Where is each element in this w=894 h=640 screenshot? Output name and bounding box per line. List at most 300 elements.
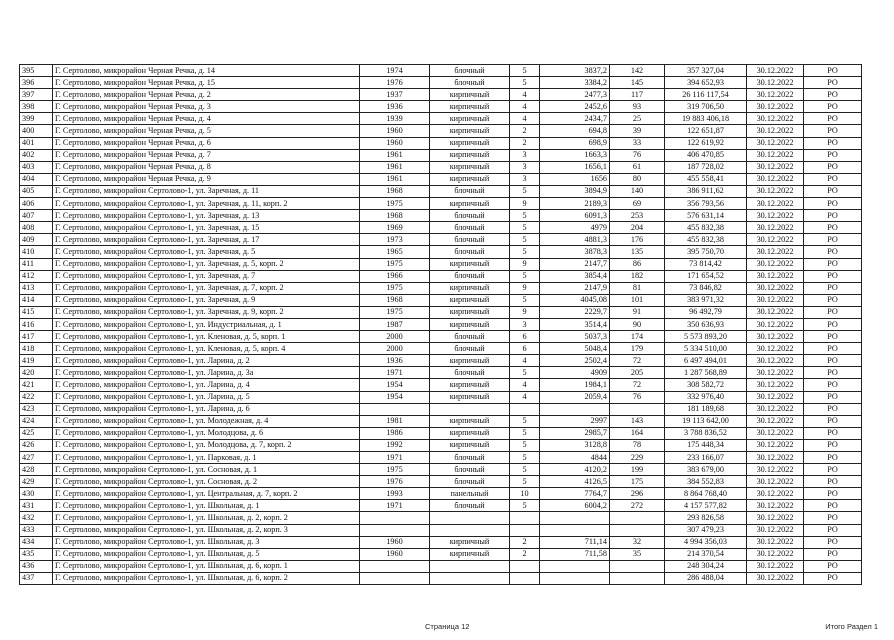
date-cell: 30.12.2022 [747, 282, 804, 294]
row-number: 417 [20, 331, 53, 343]
year-cell: 1960 [360, 548, 430, 560]
floors-cell: 5 [510, 415, 540, 427]
wall-material-cell: кирпичный [430, 427, 510, 439]
address-cell: Г. Сертолово, микрорайон Сертолово-1, ул. Молодежная, д. 4 [53, 415, 360, 427]
row-number: 405 [20, 185, 53, 197]
wall-material-cell: блочный [430, 210, 510, 222]
address-cell: Г. Сертолово, микрорайон Сертолово-1, ул. Заречная, д. 9 [53, 294, 360, 306]
row-number: 402 [20, 149, 53, 161]
address-cell: Г. Сертолово, микрорайон Сертолово-1, ул. Заречная, д. 11 [53, 185, 360, 197]
floors-cell [510, 524, 540, 536]
table-row [20, 113, 862, 125]
date-cell: 30.12.2022 [747, 391, 804, 403]
table-row [20, 270, 862, 282]
date-cell: 30.12.2022 [747, 560, 804, 572]
year-cell: 1965 [360, 246, 430, 258]
residents-cell: 143 [610, 415, 665, 427]
table-row [20, 403, 862, 415]
method-cell: РО [804, 77, 862, 89]
address-cell: Г. Сертолово, микрорайон Сертолово-1, ул. Сосновая, д. 1 [53, 464, 360, 476]
residents-cell: 78 [610, 439, 665, 451]
cost-cell: 248 304,24 [665, 560, 747, 572]
year-cell: 1960 [360, 125, 430, 137]
page-number-label: Страница 12 [425, 622, 470, 631]
date-cell: 30.12.2022 [747, 161, 804, 173]
area-cell: 4979 [540, 222, 610, 234]
wall-material-cell: кирпичный [430, 355, 510, 367]
address-cell: Г. Сертолово, микрорайон Сертолово-1, ул. Школьная, д. 6, корп. 2 [53, 572, 360, 584]
address-cell: Г. Сертолово, микрорайон Сертолово-1, ул. Сосновая, д. 2 [53, 476, 360, 488]
address-cell: Г. Сертолово, микрорайон Сертолово-1, ул. Ларина, д. 3а [53, 367, 360, 379]
wall-material-cell: кирпичный [430, 439, 510, 451]
cost-cell: 187 728,02 [665, 161, 747, 173]
cost-cell: 181 189,68 [665, 403, 747, 415]
row-number: 435 [20, 548, 53, 560]
year-cell: 2000 [360, 331, 430, 343]
residents-cell: 91 [610, 306, 665, 318]
row-number: 416 [20, 318, 53, 330]
date-cell: 30.12.2022 [747, 318, 804, 330]
section-total-label: Итого Раздел 1 [825, 622, 878, 631]
floors-cell: 4 [510, 379, 540, 391]
year-cell: 1986 [360, 427, 430, 439]
area-cell: 4844 [540, 452, 610, 464]
floors-cell: 5 [510, 77, 540, 89]
table-row [20, 560, 862, 572]
floors-cell: 2 [510, 536, 540, 548]
table-row [20, 185, 862, 197]
address-cell: Г. Сертолово, микрорайон Сертолово-1, ул. Индустриальная, д. 1 [53, 318, 360, 330]
floors-cell: 4 [510, 89, 540, 101]
table-row [20, 524, 862, 536]
method-cell: РО [804, 331, 862, 343]
date-cell: 30.12.2022 [747, 331, 804, 343]
area-cell: 1656,1 [540, 161, 610, 173]
date-cell: 30.12.2022 [747, 403, 804, 415]
cost-cell: 233 166,07 [665, 452, 747, 464]
year-cell: 1936 [360, 101, 430, 113]
cost-cell: 455 832,38 [665, 234, 747, 246]
residents-cell: 176 [610, 234, 665, 246]
address-cell: Г. Сертолово, микрорайон Сертолово-1, ул. Ларина, д. 6 [53, 403, 360, 415]
address-cell: Г. Сертолово, микрорайон Сертолово-1, ул. Заречная, д. 15 [53, 222, 360, 234]
year-cell: 1975 [360, 282, 430, 294]
date-cell: 30.12.2022 [747, 572, 804, 584]
row-number: 436 [20, 560, 53, 572]
table-row [20, 101, 862, 113]
address-cell: Г. Сертолово, микрорайон Сертолово-1, ул. Заречная, д. 7, корп. 2 [53, 282, 360, 294]
residents-cell: 76 [610, 391, 665, 403]
wall-material-cell: кирпичный [430, 113, 510, 125]
row-number: 429 [20, 476, 53, 488]
method-cell: РО [804, 270, 862, 282]
date-cell: 30.12.2022 [747, 524, 804, 536]
residents-cell: 76 [610, 149, 665, 161]
row-number: 427 [20, 452, 53, 464]
row-number: 414 [20, 294, 53, 306]
area-cell: 4909 [540, 367, 610, 379]
area-cell: 6091,3 [540, 210, 610, 222]
floors-cell: 5 [510, 476, 540, 488]
table-row [20, 173, 862, 185]
wall-material-cell [430, 524, 510, 536]
area-cell: 3837,2 [540, 65, 610, 77]
wall-material-cell: блочный [430, 270, 510, 282]
floors-cell: 5 [510, 185, 540, 197]
area-cell: 4881,3 [540, 234, 610, 246]
method-cell: РО [804, 536, 862, 548]
row-number: 395 [20, 65, 53, 77]
table-row [20, 234, 862, 246]
wall-material-cell: кирпичный [430, 379, 510, 391]
method-cell: РО [804, 210, 862, 222]
residents-cell: 179 [610, 343, 665, 355]
method-cell: РО [804, 306, 862, 318]
table-row [20, 452, 862, 464]
address-cell: Г. Сертолово, микрорайон Сертолово-1, ул. Молодцова, д. 6 [53, 427, 360, 439]
year-cell: 1992 [360, 439, 430, 451]
cost-cell: 19 113 642,00 [665, 415, 747, 427]
cost-cell: 384 552,83 [665, 476, 747, 488]
area-cell [540, 572, 610, 584]
floors-cell: 6 [510, 343, 540, 355]
row-number: 396 [20, 77, 53, 89]
residents-cell: 39 [610, 125, 665, 137]
method-cell: РО [804, 185, 862, 197]
area-cell [540, 524, 610, 536]
date-cell: 30.12.2022 [747, 500, 804, 512]
date-cell: 30.12.2022 [747, 512, 804, 524]
cost-cell: 122 619,92 [665, 137, 747, 149]
year-cell: 1976 [360, 77, 430, 89]
row-number: 410 [20, 246, 53, 258]
row-number: 413 [20, 282, 53, 294]
table-row [20, 77, 862, 89]
year-cell: 1960 [360, 536, 430, 548]
address-cell: Г. Сертолово, микрорайон Сертолово-1, ул. Молодцова, д. 7, корп. 2 [53, 439, 360, 451]
row-number: 434 [20, 536, 53, 548]
cost-cell: 122 651,87 [665, 125, 747, 137]
floors-cell: 5 [510, 234, 540, 246]
date-cell: 30.12.2022 [747, 427, 804, 439]
residents-cell: 145 [610, 77, 665, 89]
table-row [20, 488, 862, 500]
year-cell: 1954 [360, 379, 430, 391]
area-cell: 4120,2 [540, 464, 610, 476]
date-cell: 30.12.2022 [747, 488, 804, 500]
residents-cell: 90 [610, 318, 665, 330]
method-cell: РО [804, 476, 862, 488]
wall-material-cell: кирпичный [430, 125, 510, 137]
residents-cell: 253 [610, 210, 665, 222]
residents-cell [610, 512, 665, 524]
floors-cell: 5 [510, 270, 540, 282]
method-cell: РО [804, 258, 862, 270]
area-cell: 3128,8 [540, 439, 610, 451]
floors-cell: 9 [510, 198, 540, 210]
row-number: 408 [20, 222, 53, 234]
residents-cell: 296 [610, 488, 665, 500]
floors-cell: 4 [510, 113, 540, 125]
residents-cell: 272 [610, 500, 665, 512]
residents-cell: 229 [610, 452, 665, 464]
floors-cell: 5 [510, 246, 540, 258]
floors-cell: 5 [510, 439, 540, 451]
year-cell [360, 572, 430, 584]
table-row [20, 210, 862, 222]
wall-material-cell: кирпичный [430, 306, 510, 318]
date-cell: 30.12.2022 [747, 452, 804, 464]
address-cell: Г. Сертолово, микрорайон Черная Речка, д. 15 [53, 77, 360, 89]
floors-cell: 9 [510, 258, 540, 270]
wall-material-cell [430, 403, 510, 415]
year-cell: 1954 [360, 391, 430, 403]
area-cell: 2147,9 [540, 282, 610, 294]
table-row [20, 367, 862, 379]
table-row [20, 258, 862, 270]
area-cell: 1656 [540, 173, 610, 185]
wall-material-cell: блочный [430, 65, 510, 77]
date-cell: 30.12.2022 [747, 415, 804, 427]
table-row [20, 500, 862, 512]
cost-cell: 332 976,40 [665, 391, 747, 403]
floors-cell: 5 [510, 367, 540, 379]
method-cell: РО [804, 512, 862, 524]
date-cell: 30.12.2022 [747, 198, 804, 210]
date-cell: 30.12.2022 [747, 234, 804, 246]
date-cell: 30.12.2022 [747, 222, 804, 234]
area-cell: 2997 [540, 415, 610, 427]
table-row [20, 294, 862, 306]
cost-cell: 357 327,04 [665, 65, 747, 77]
year-cell: 1960 [360, 137, 430, 149]
residents-cell [610, 572, 665, 584]
table-row [20, 198, 862, 210]
date-cell: 30.12.2022 [747, 476, 804, 488]
method-cell: РО [804, 161, 862, 173]
year-cell: 1973 [360, 234, 430, 246]
cost-cell: 350 636,93 [665, 318, 747, 330]
floors-cell [510, 512, 540, 524]
cost-cell: 5 334 510,00 [665, 343, 747, 355]
address-cell: Г. Сертолово, микрорайон Черная Речка, д. 3 [53, 101, 360, 113]
address-cell: Г. Сертолово, микрорайон Черная Речка, д. 14 [53, 65, 360, 77]
cost-cell: 26 116 117,54 [665, 89, 747, 101]
table-row [20, 246, 862, 258]
year-cell: 1961 [360, 173, 430, 185]
address-cell: Г. Сертолово, микрорайон Черная Речка, д. 2 [53, 89, 360, 101]
table-row [20, 318, 862, 330]
address-cell: Г. Сертолово, микрорайон Черная Речка, д. 4 [53, 113, 360, 125]
cost-cell: 4 157 577,82 [665, 500, 747, 512]
area-cell: 1663,3 [540, 149, 610, 161]
method-cell: РО [804, 379, 862, 391]
method-cell: РО [804, 572, 862, 584]
table-row [20, 548, 862, 560]
floors-cell: 10 [510, 488, 540, 500]
table-row [20, 222, 862, 234]
year-cell: 1993 [360, 488, 430, 500]
floors-cell: 5 [510, 222, 540, 234]
year-cell: 1971 [360, 452, 430, 464]
wall-material-cell: кирпичный [430, 137, 510, 149]
residents-cell [610, 524, 665, 536]
area-cell: 4045,08 [540, 294, 610, 306]
area-cell: 2452,6 [540, 101, 610, 113]
row-number: 415 [20, 306, 53, 318]
year-cell [360, 403, 430, 415]
row-number: 398 [20, 101, 53, 113]
row-number: 432 [20, 512, 53, 524]
method-cell: РО [804, 452, 862, 464]
residents-cell: 174 [610, 331, 665, 343]
wall-material-cell [430, 560, 510, 572]
year-cell: 1974 [360, 65, 430, 77]
wall-material-cell: блочный [430, 500, 510, 512]
method-cell: РО [804, 560, 862, 572]
cost-cell: 171 654,52 [665, 270, 747, 282]
row-number: 409 [20, 234, 53, 246]
wall-material-cell: кирпичный [430, 282, 510, 294]
date-cell: 30.12.2022 [747, 101, 804, 113]
method-cell: РО [804, 500, 862, 512]
date-cell: 30.12.2022 [747, 536, 804, 548]
area-cell: 3854,4 [540, 270, 610, 282]
wall-material-cell: кирпичный [430, 89, 510, 101]
row-number: 425 [20, 427, 53, 439]
wall-material-cell: блочный [430, 246, 510, 258]
method-cell: РО [804, 113, 862, 125]
address-cell: Г. Сертолово, микрорайон Черная Речка, д. 5 [53, 125, 360, 137]
method-cell: РО [804, 137, 862, 149]
table-row [20, 464, 862, 476]
wall-material-cell: кирпичный [430, 415, 510, 427]
date-cell: 30.12.2022 [747, 343, 804, 355]
residents-cell: 81 [610, 282, 665, 294]
year-cell: 1936 [360, 355, 430, 367]
cost-cell: 8 864 768,40 [665, 488, 747, 500]
row-number: 422 [20, 391, 53, 403]
table-row [20, 572, 862, 584]
date-cell: 30.12.2022 [747, 113, 804, 125]
date-cell: 30.12.2022 [747, 355, 804, 367]
residents-cell: 25 [610, 113, 665, 125]
method-cell: РО [804, 246, 862, 258]
method-cell: РО [804, 403, 862, 415]
area-cell: 711,14 [540, 536, 610, 548]
date-cell: 30.12.2022 [747, 439, 804, 451]
year-cell [360, 524, 430, 536]
address-cell: Г. Сертолово, микрорайон Сертолово-1, ул. Заречная, д. 7 [53, 270, 360, 282]
wall-material-cell: кирпичный [430, 536, 510, 548]
cost-cell: 576 631,14 [665, 210, 747, 222]
wall-material-cell: блочный [430, 367, 510, 379]
year-cell [360, 512, 430, 524]
year-cell: 1975 [360, 258, 430, 270]
cost-cell: 73 814,42 [665, 258, 747, 270]
residents-cell: 33 [610, 137, 665, 149]
year-cell: 1939 [360, 113, 430, 125]
year-cell: 1937 [360, 89, 430, 101]
area-cell: 3384,2 [540, 77, 610, 89]
method-cell: РО [804, 198, 862, 210]
method-cell: РО [804, 65, 862, 77]
cost-cell: 383 971,32 [665, 294, 747, 306]
floors-cell: 4 [510, 355, 540, 367]
table-row [20, 89, 862, 101]
address-cell: Г. Сертолово, микрорайон Сертолово-1, ул. Школьная, д. 1 [53, 500, 360, 512]
wall-material-cell: блочный [430, 331, 510, 343]
year-cell: 1975 [360, 464, 430, 476]
row-number: 424 [20, 415, 53, 427]
method-cell: РО [804, 125, 862, 137]
area-cell: 1984,1 [540, 379, 610, 391]
method-cell: РО [804, 318, 862, 330]
table-row [20, 306, 862, 318]
address-cell: Г. Сертолово, микрорайон Сертолово-1, ул. Ларина, д. 4 [53, 379, 360, 391]
cost-cell: 5 573 893,20 [665, 331, 747, 343]
row-number: 418 [20, 343, 53, 355]
address-cell: Г. Сертолово, микрорайон Сертолово-1, ул. Кленовая, д. 5, корп. 4 [53, 343, 360, 355]
residents-cell: 32 [610, 536, 665, 548]
area-cell: 3894,9 [540, 185, 610, 197]
date-cell: 30.12.2022 [747, 65, 804, 77]
address-cell: Г. Сертолово, микрорайон Сертолово-1, ул. Школьная, д. 3 [53, 536, 360, 548]
area-cell: 2985,7 [540, 427, 610, 439]
year-cell: 1975 [360, 306, 430, 318]
address-cell: Г. Сертолово, микрорайон Сертолово-1, ул. Заречная, д. 5 [53, 246, 360, 258]
cost-cell: 356 793,56 [665, 198, 747, 210]
residents-cell: 69 [610, 198, 665, 210]
wall-material-cell: кирпичный [430, 294, 510, 306]
floors-cell [510, 572, 540, 584]
cost-cell: 293 826,58 [665, 512, 747, 524]
cost-cell: 96 492,79 [665, 306, 747, 318]
floors-cell: 5 [510, 427, 540, 439]
residents-cell: 140 [610, 185, 665, 197]
table-row [20, 355, 862, 367]
floors-cell: 5 [510, 452, 540, 464]
wall-material-cell: блочный [430, 222, 510, 234]
address-cell: Г. Сертолово, микрорайон Сертолово-1, ул. Заречная, д. 9, корп. 2 [53, 306, 360, 318]
floors-cell: 2 [510, 137, 540, 149]
floors-cell: 3 [510, 161, 540, 173]
wall-material-cell: блочный [430, 464, 510, 476]
area-cell: 694,8 [540, 125, 610, 137]
floors-cell [510, 560, 540, 572]
table-row [20, 391, 862, 403]
address-cell: Г. Сертолово, микрорайон Сертолово-1, ул. Школьная, д. 2, корп. 3 [53, 524, 360, 536]
method-cell: РО [804, 343, 862, 355]
residents-cell: 204 [610, 222, 665, 234]
table-row [20, 125, 862, 137]
residents-cell: 175 [610, 476, 665, 488]
year-cell: 1987 [360, 318, 430, 330]
wall-material-cell: блочный [430, 452, 510, 464]
year-cell: 1976 [360, 476, 430, 488]
row-number: 404 [20, 173, 53, 185]
method-cell: РО [804, 234, 862, 246]
row-number: 399 [20, 113, 53, 125]
method-cell: РО [804, 355, 862, 367]
floors-cell: 3 [510, 149, 540, 161]
row-number: 406 [20, 198, 53, 210]
address-cell: Г. Сертолово, микрорайон Сертолово-1, ул. Заречная, д. 17 [53, 234, 360, 246]
floors-cell: 5 [510, 500, 540, 512]
floors-cell: 5 [510, 210, 540, 222]
date-cell: 30.12.2022 [747, 125, 804, 137]
residents-cell: 86 [610, 258, 665, 270]
